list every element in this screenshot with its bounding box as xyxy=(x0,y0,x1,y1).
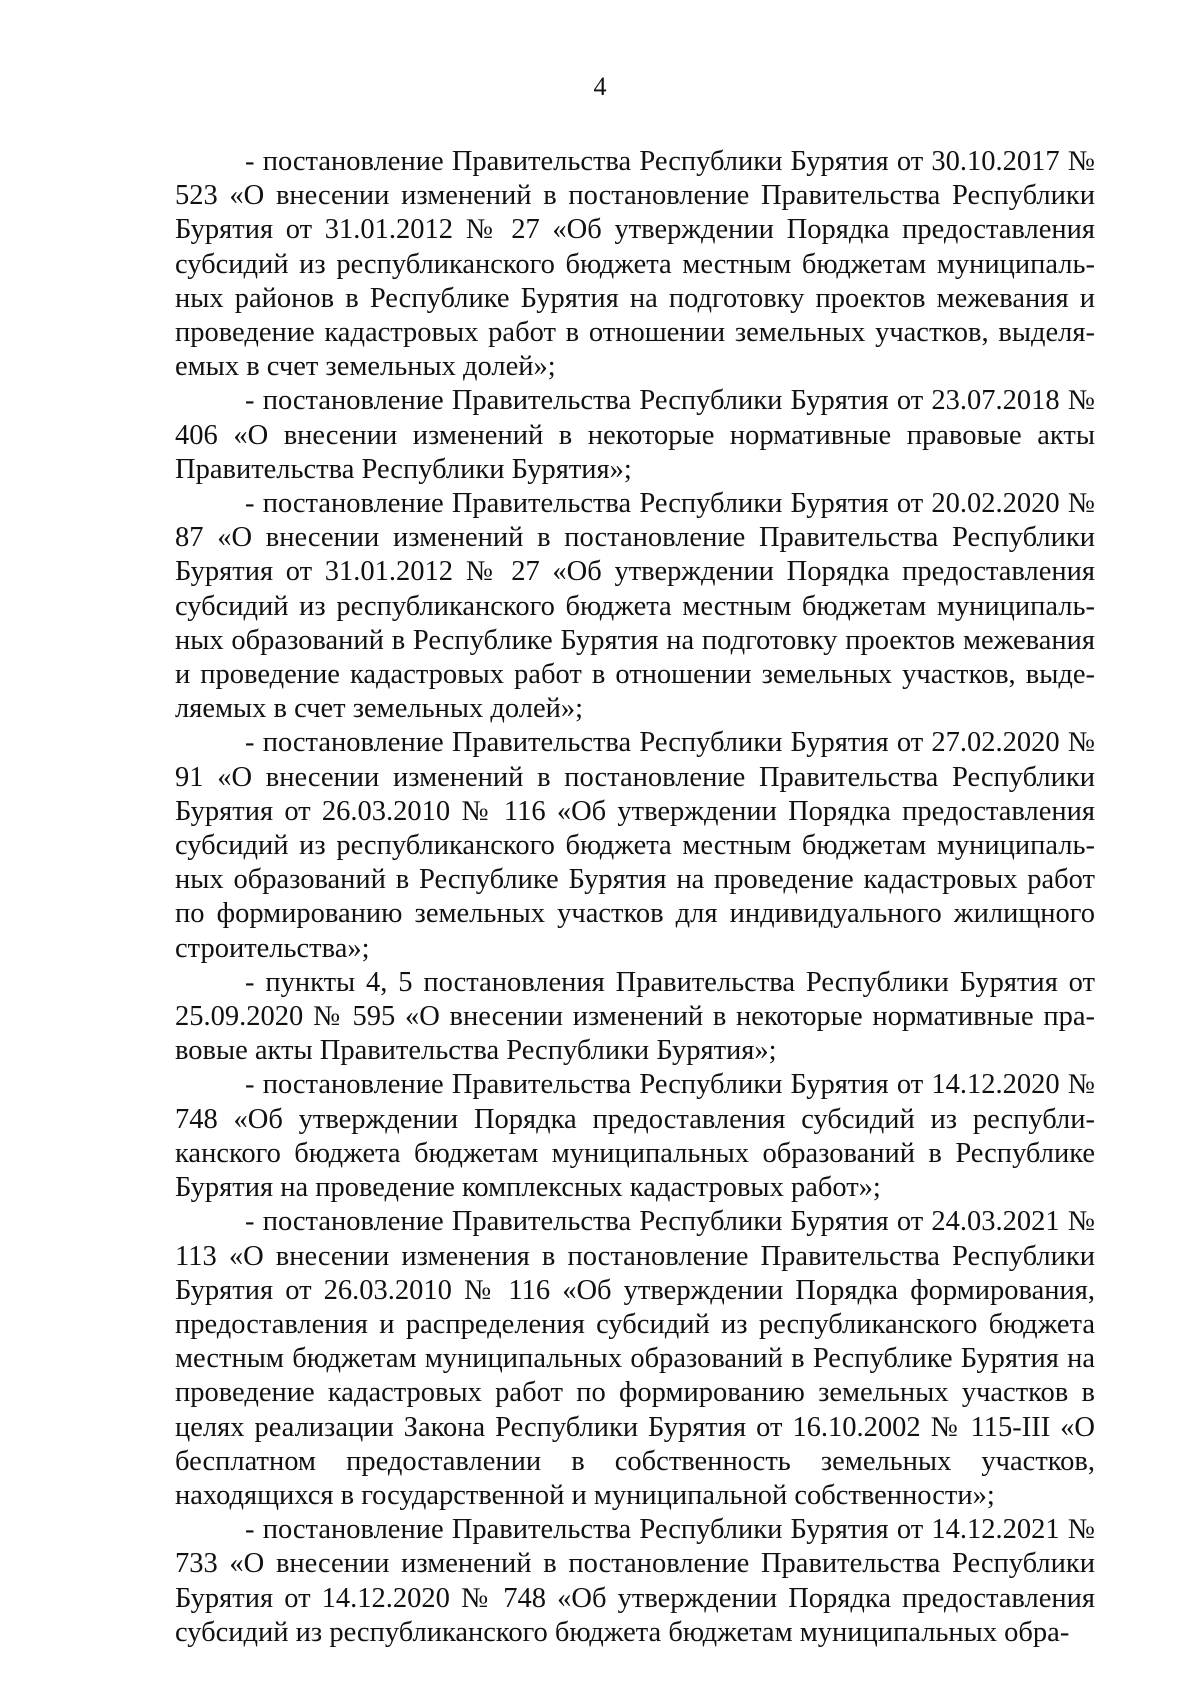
list-item-resolution-748: - постановление Правительства Республики Бурятия от 14.12.2020 № 748 «Об утверждении Порядка предоставления субсидий из республиканского бюджета бюджетам муниципальных образований в Республике Бурятия на проведение комплексных кадастровых работ»; xyxy=(175,1069,1095,1204)
list-item-resolution-595: - пункты 4, 5 постановления Правительства Республики Бурятия от 25.09.2020 № 595 «О внесении изменений в некоторые нормативные правовые акты Правительства Республики Бурятия»; xyxy=(175,966,1095,1067)
list-item-resolution-91: - постановление Правительства Республики Бурятия от 27.02.2020 № 91 «О внесении изменений в постановление Правительства Республики Бурятия от 26.03.2010 № 116 «Об утверждении Порядка предоставления субсидий из республиканского бюджета местным бюджетам муниципальных образований в Республике Бурятия на проведение кадастровых работ по формированию земельных участков для индивидуального жилищного строительства»; xyxy=(175,727,1095,964)
list-item-resolution-87: - постановление Правительства Республики Бурятия от 20.02.2020 № 87 «О внесении изменений в постановление Правительства Республики Бурятия от 31.01.2012 № 27 «Об утверждении Порядка предоставления субсидий из республиканского бюджета местным бюджетам муниципальных образований в Республике Бурятия на подготовку проектов межевания и проведение кадастровых работ в отношении земельных участков, выделяемых в счет земельных долей»; xyxy=(175,488,1095,725)
list-item-resolution-733: - постановление Правительства Республики Бурятия от 14.12.2021 № 733 «О внесении изменений в постановление Правительства Республики Бурятия от 14.12.2020 № 748 «Об утверждении Порядка предоставления субсидий из республиканского бюджета бюджетам муниципальных обра- xyxy=(175,1514,1095,1648)
document-body xyxy=(175,145,1095,1650)
list-item-resolution-523: - постановление Правительства Республики Бурятия от 30.10.2017 № 523 «О внесении изменений в постановление Правительства Республики Бурятия от 31.01.2012 № 27 «Об утверждении Порядка предоставления субсидий из республиканского бюджета местным бюджетам муниципальных районов в Республике Бурятия на подготовку проектов межевания и проведение кадастровых работ в отношении земельных участков, выделяемых в счет земельных долей»; xyxy=(175,146,1095,383)
list-item-resolution-406: - постановление Правительства Республики Бурятия от 23.07.2018 № 406 «О внесении изменений в некоторые нормативные правовые акты Правительства Республики Бурятия»; xyxy=(175,385,1095,485)
list-item-resolution-113: - постановление Правительства Республики Бурятия от 24.03.2021 № 113 «О внесении изменения в постановление Правительства Республики Бурятия от 26.03.2010 № 116 «Об утверждении Порядка формирования, предоставления и распределения субсидий из республиканского бюджета местным бюджетам муниципальных образований в Республике Бурятия на проведение кадастровых работ по формированию земельных участков в целях реализации Закона Республики Бурятия от 16.10.2002 № 115-III «О бесплатном предоставлении в собственность земельных участков, находящихся в государственной и муниципальной собственности»; xyxy=(175,1206,1095,1511)
page-number: 4 xyxy=(593,72,607,101)
